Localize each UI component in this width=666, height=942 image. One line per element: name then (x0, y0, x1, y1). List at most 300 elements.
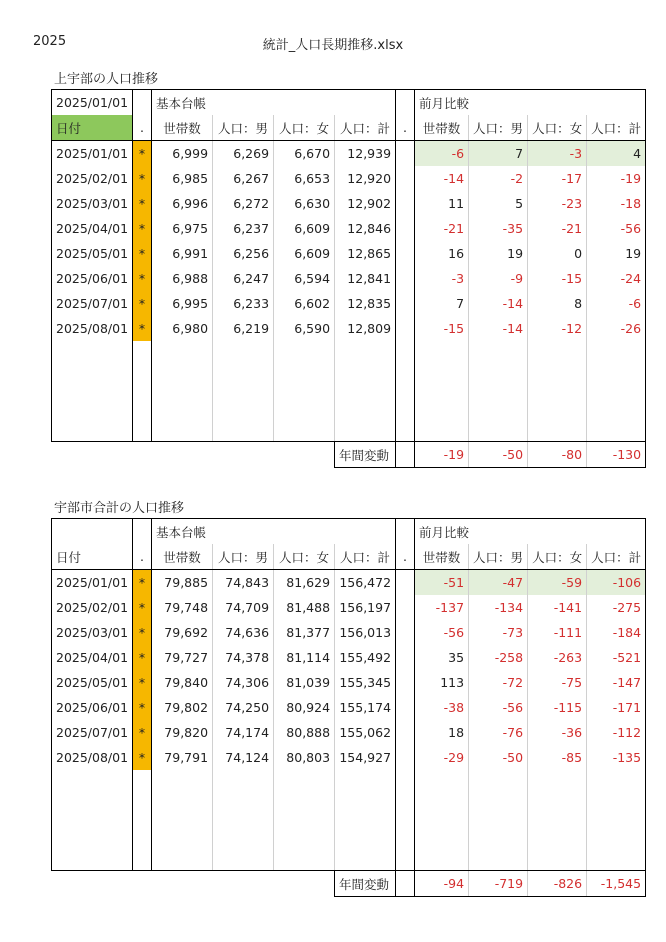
value-cell: 6,999 (152, 141, 213, 167)
empty-row (52, 341, 646, 366)
empty-cell (335, 795, 396, 820)
value-cell: 6,975 (152, 216, 213, 241)
blank-cell (133, 442, 152, 468)
date-cell: 2025/07/01 (52, 720, 133, 745)
diff-cell: -6 (587, 291, 646, 316)
diff-cell: -263 (528, 645, 587, 670)
blank-cell (396, 316, 415, 341)
empty-cell (587, 416, 646, 442)
empty-cell (213, 795, 274, 820)
diff-cell: 0 (528, 241, 587, 266)
value-cell: 74,250 (213, 695, 274, 720)
column-header: 人口：男 (469, 544, 528, 570)
diff-cell: -72 (469, 670, 528, 695)
value-cell: 6,267 (213, 166, 274, 191)
diff-cell: -59 (528, 570, 587, 596)
blank-cell (396, 645, 415, 670)
blank-cell (396, 141, 415, 167)
column-header: 世帯数 (415, 115, 469, 141)
empty-cell (396, 845, 415, 871)
diff-cell: -184 (587, 620, 646, 645)
column-header: 世帯数 (152, 115, 213, 141)
column-header-row (52, 544, 646, 570)
blank-cell (133, 90, 152, 116)
empty-cell (52, 366, 133, 391)
table-body-0 (52, 90, 646, 468)
mark-cell: * (133, 720, 152, 745)
diff-cell: 4 (587, 141, 646, 167)
group-basic-register: 基本台帳 (152, 519, 396, 545)
value-cell: 79,692 (152, 620, 213, 645)
date-cell: 2025/01/01 (52, 141, 133, 167)
value-cell: 6,653 (274, 166, 335, 191)
value-cell: 6,219 (213, 316, 274, 341)
value-cell: 81,488 (274, 595, 335, 620)
table-body-1 (52, 519, 646, 897)
empty-cell (274, 391, 335, 416)
annual-change-value: -826 (528, 871, 587, 897)
mark-cell: * (133, 141, 152, 167)
empty-cell (213, 416, 274, 442)
empty-cell (528, 391, 587, 416)
date-cell: 2025/04/01 (52, 645, 133, 670)
empty-cell (469, 341, 528, 366)
table-row (52, 745, 646, 770)
column-header: 人口：計 (587, 544, 646, 570)
diff-cell: -521 (587, 645, 646, 670)
empty-cell (213, 366, 274, 391)
column-header: 人口：計 (587, 115, 646, 141)
blank-cell (396, 191, 415, 216)
group-basic-register: 基本台帳 (152, 90, 396, 116)
empty-cell (335, 341, 396, 366)
empty-cell (528, 416, 587, 442)
diff-cell: 5 (469, 191, 528, 216)
annual-change-label: 年間変動 (335, 442, 396, 468)
empty-cell (396, 341, 415, 366)
blank-cell (152, 871, 213, 897)
empty-cell (396, 366, 415, 391)
empty-cell (274, 770, 335, 795)
empty-cell (213, 770, 274, 795)
blank-cell (396, 291, 415, 316)
value-cell: 79,840 (152, 670, 213, 695)
value-cell: 74,709 (213, 595, 274, 620)
blank-cell (396, 166, 415, 191)
diff-cell: 35 (415, 645, 469, 670)
column-header: 人口：男 (213, 544, 274, 570)
empty-cell (152, 820, 213, 845)
empty-cell (396, 391, 415, 416)
diff-cell: -47 (469, 570, 528, 596)
diff-cell: 113 (415, 670, 469, 695)
date-cell: 2025/06/01 (52, 266, 133, 291)
empty-cell (213, 845, 274, 871)
date-cell: 2025/05/01 (52, 241, 133, 266)
mark-cell: * (133, 570, 152, 596)
diff-cell: -24 (587, 266, 646, 291)
annual-change-label: 年間変動 (335, 871, 396, 897)
annual-change-value: -50 (469, 442, 528, 468)
mark-cell: * (133, 216, 152, 241)
value-cell: 74,378 (213, 645, 274, 670)
empty-cell (396, 416, 415, 442)
empty-cell (396, 770, 415, 795)
value-cell: 156,197 (335, 595, 396, 620)
value-cell: 6,590 (274, 316, 335, 341)
empty-row (52, 366, 646, 391)
value-cell: 74,843 (213, 570, 274, 596)
value-cell: 80,924 (274, 695, 335, 720)
diff-cell: -21 (415, 216, 469, 241)
value-cell: 12,809 (335, 316, 396, 341)
value-cell: 6,609 (274, 241, 335, 266)
empty-cell (152, 391, 213, 416)
empty-cell (469, 845, 528, 871)
table-row (52, 166, 646, 191)
mark-cell: * (133, 316, 152, 341)
blank-cell (396, 871, 415, 897)
column-header: 人口：女 (274, 544, 335, 570)
empty-cell (396, 820, 415, 845)
blank-cell (396, 620, 415, 645)
empty-cell (587, 795, 646, 820)
column-header: 人口：女 (528, 115, 587, 141)
table-row (52, 316, 646, 341)
diff-cell: -3 (415, 266, 469, 291)
empty-cell (469, 366, 528, 391)
empty-cell (274, 845, 335, 871)
table1-title: 上宇部の人口推移 (54, 72, 159, 87)
empty-cell (133, 416, 152, 442)
mark-cell: * (133, 670, 152, 695)
diff-cell: 19 (587, 241, 646, 266)
blank-cell (213, 442, 274, 468)
blank-cell (274, 442, 335, 468)
empty-cell (587, 770, 646, 795)
blank-cell (52, 871, 133, 897)
blank-cell (396, 442, 415, 468)
diff-cell: -15 (528, 266, 587, 291)
diff-cell: -23 (528, 191, 587, 216)
empty-cell (52, 416, 133, 442)
diff-cell: -85 (528, 745, 587, 770)
dot-header: . (133, 544, 152, 570)
dot-header: . (396, 115, 415, 141)
empty-cell (274, 820, 335, 845)
value-cell: 12,865 (335, 241, 396, 266)
empty-cell (274, 366, 335, 391)
table-row (52, 720, 646, 745)
blank-cell (396, 670, 415, 695)
group-month-compare: 前月比較 (415, 90, 646, 116)
column-header: 世帯数 (152, 544, 213, 570)
date-cell: 2025/08/01 (52, 316, 133, 341)
blank-cell (396, 266, 415, 291)
empty-cell (274, 341, 335, 366)
value-cell: 12,846 (335, 216, 396, 241)
blank-cell (213, 871, 274, 897)
empty-cell (52, 391, 133, 416)
value-cell: 12,841 (335, 266, 396, 291)
mark-cell: * (133, 241, 152, 266)
value-cell: 80,888 (274, 720, 335, 745)
empty-cell (335, 820, 396, 845)
empty-cell (335, 416, 396, 442)
empty-cell (274, 795, 335, 820)
empty-cell (415, 341, 469, 366)
date-cell: 2025/02/01 (52, 166, 133, 191)
empty-cell (152, 770, 213, 795)
column-header: 人口：女 (528, 544, 587, 570)
empty-cell (274, 416, 335, 442)
diff-cell: -141 (528, 595, 587, 620)
date-cell: 2025/06/01 (52, 695, 133, 720)
diff-cell: -137 (415, 595, 469, 620)
empty-cell (152, 341, 213, 366)
annual-change-value: -94 (415, 871, 469, 897)
diff-cell: -112 (587, 720, 646, 745)
diff-cell: -135 (587, 745, 646, 770)
value-cell: 6,602 (274, 291, 335, 316)
date-cell: 2025/01/01 (52, 570, 133, 596)
empty-cell (528, 795, 587, 820)
empty-row (52, 820, 646, 845)
table-row (52, 216, 646, 241)
diff-cell: -15 (415, 316, 469, 341)
mark-cell: * (133, 645, 152, 670)
mark-cell: * (133, 166, 152, 191)
mark-cell: * (133, 620, 152, 645)
empty-cell (528, 770, 587, 795)
value-cell: 6,988 (152, 266, 213, 291)
diff-cell: -50 (469, 745, 528, 770)
diff-cell: -14 (415, 166, 469, 191)
diff-cell: 7 (415, 291, 469, 316)
empty-cell (587, 820, 646, 845)
value-cell: 79,727 (152, 645, 213, 670)
dot-header: . (133, 115, 152, 141)
empty-cell (587, 845, 646, 871)
column-header: 世帯数 (415, 544, 469, 570)
empty-cell (152, 416, 213, 442)
table-row (52, 266, 646, 291)
diff-cell: 11 (415, 191, 469, 216)
date-cell: 2025/08/01 (52, 745, 133, 770)
diff-cell: 16 (415, 241, 469, 266)
empty-cell (52, 770, 133, 795)
diff-cell: -3 (528, 141, 587, 167)
diff-cell: -76 (469, 720, 528, 745)
diff-cell: 7 (469, 141, 528, 167)
population-table-kamiube (51, 89, 646, 468)
value-cell: 6,609 (274, 216, 335, 241)
empty-cell (213, 820, 274, 845)
table-row (52, 570, 646, 596)
column-header: 人口：計 (335, 115, 396, 141)
diff-cell: 8 (528, 291, 587, 316)
table-row (52, 620, 646, 645)
diff-cell: -51 (415, 570, 469, 596)
empty-cell (469, 795, 528, 820)
table-row (52, 595, 646, 620)
empty-cell (528, 845, 587, 871)
empty-cell (469, 391, 528, 416)
diff-cell: -18 (587, 191, 646, 216)
value-cell: 80,803 (274, 745, 335, 770)
empty-cell (587, 391, 646, 416)
blank-cell (396, 570, 415, 596)
diff-cell: -56 (415, 620, 469, 645)
blank-cell (274, 871, 335, 897)
diff-cell: -21 (528, 216, 587, 241)
diff-cell: -36 (528, 720, 587, 745)
table-row (52, 141, 646, 167)
date-cell: 2025/07/01 (52, 291, 133, 316)
annual-change-value: -130 (587, 442, 646, 468)
value-cell: 12,920 (335, 166, 396, 191)
value-cell: 12,902 (335, 191, 396, 216)
empty-cell (152, 366, 213, 391)
diff-cell: -147 (587, 670, 646, 695)
dot-header: . (396, 544, 415, 570)
mark-cell: * (133, 595, 152, 620)
year-label: 2025 (33, 34, 67, 49)
value-cell: 155,492 (335, 645, 396, 670)
top-left-cell (52, 519, 133, 545)
date-cell: 2025/02/01 (52, 595, 133, 620)
diff-cell: 18 (415, 720, 469, 745)
blank-cell (396, 241, 415, 266)
diff-cell: -73 (469, 620, 528, 645)
value-cell: 12,835 (335, 291, 396, 316)
top-left-cell: 2025/01/01 (52, 90, 133, 116)
empty-cell (335, 366, 396, 391)
column-header: 人口：女 (274, 115, 335, 141)
value-cell: 6,256 (213, 241, 274, 266)
value-cell: 6,269 (213, 141, 274, 167)
blank-cell (52, 442, 133, 468)
empty-cell (335, 391, 396, 416)
diff-cell: -258 (469, 645, 528, 670)
column-header: 人口：計 (335, 544, 396, 570)
empty-cell (528, 366, 587, 391)
value-cell: 156,013 (335, 620, 396, 645)
value-cell: 6,985 (152, 166, 213, 191)
diff-cell: -56 (587, 216, 646, 241)
table-row (52, 695, 646, 720)
empty-cell (469, 770, 528, 795)
empty-cell (587, 341, 646, 366)
date-cell: 2025/04/01 (52, 216, 133, 241)
blank-cell (133, 519, 152, 545)
blank-cell (133, 871, 152, 897)
value-cell: 79,748 (152, 595, 213, 620)
annual-change-value: -80 (528, 442, 587, 468)
diff-cell: -171 (587, 695, 646, 720)
diff-cell: -56 (469, 695, 528, 720)
diff-cell: -19 (587, 166, 646, 191)
value-cell: 6,630 (274, 191, 335, 216)
empty-cell (52, 795, 133, 820)
column-header-row (52, 115, 646, 141)
date-cell: 2025/03/01 (52, 620, 133, 645)
value-cell: 12,939 (335, 141, 396, 167)
diff-cell: -75 (528, 670, 587, 695)
empty-cell (133, 820, 152, 845)
empty-cell (133, 341, 152, 366)
group-header-row (52, 90, 646, 116)
table-row (52, 670, 646, 695)
diff-cell: -134 (469, 595, 528, 620)
empty-cell (335, 770, 396, 795)
value-cell: 74,636 (213, 620, 274, 645)
mark-cell: * (133, 695, 152, 720)
annual-change-value: -719 (469, 871, 528, 897)
mark-cell: * (133, 745, 152, 770)
empty-cell (396, 795, 415, 820)
empty-row (52, 391, 646, 416)
empty-cell (528, 341, 587, 366)
value-cell: 81,629 (274, 570, 335, 596)
diff-cell: -35 (469, 216, 528, 241)
table-row (52, 191, 646, 216)
empty-cell (133, 795, 152, 820)
value-cell: 6,237 (213, 216, 274, 241)
value-cell: 6,991 (152, 241, 213, 266)
value-cell: 81,114 (274, 645, 335, 670)
value-cell: 155,345 (335, 670, 396, 695)
empty-row (52, 795, 646, 820)
diff-cell: -14 (469, 316, 528, 341)
value-cell: 155,174 (335, 695, 396, 720)
empty-cell (152, 845, 213, 871)
empty-cell (415, 391, 469, 416)
empty-cell (415, 770, 469, 795)
diff-cell: 19 (469, 241, 528, 266)
diff-cell: -29 (415, 745, 469, 770)
empty-cell (335, 845, 396, 871)
group-header-row (52, 519, 646, 545)
empty-cell (213, 341, 274, 366)
empty-cell (469, 416, 528, 442)
empty-cell (52, 820, 133, 845)
value-cell: 74,306 (213, 670, 274, 695)
diff-cell: -106 (587, 570, 646, 596)
value-cell: 6,594 (274, 266, 335, 291)
population-table-ube-total (51, 518, 646, 897)
empty-cell (213, 391, 274, 416)
date-cell: 2025/05/01 (52, 670, 133, 695)
diff-cell: -9 (469, 266, 528, 291)
empty-cell (152, 795, 213, 820)
value-cell: 6,233 (213, 291, 274, 316)
empty-cell (133, 845, 152, 871)
diff-cell: -6 (415, 141, 469, 167)
blank-cell (396, 90, 415, 116)
diff-cell: -115 (528, 695, 587, 720)
value-cell: 79,885 (152, 570, 213, 596)
value-cell: 6,996 (152, 191, 213, 216)
empty-cell (52, 341, 133, 366)
value-cell: 6,995 (152, 291, 213, 316)
mark-cell: * (133, 266, 152, 291)
empty-cell (133, 770, 152, 795)
value-cell: 6,670 (274, 141, 335, 167)
diff-cell: -2 (469, 166, 528, 191)
value-cell: 6,980 (152, 316, 213, 341)
empty-cell (52, 845, 133, 871)
